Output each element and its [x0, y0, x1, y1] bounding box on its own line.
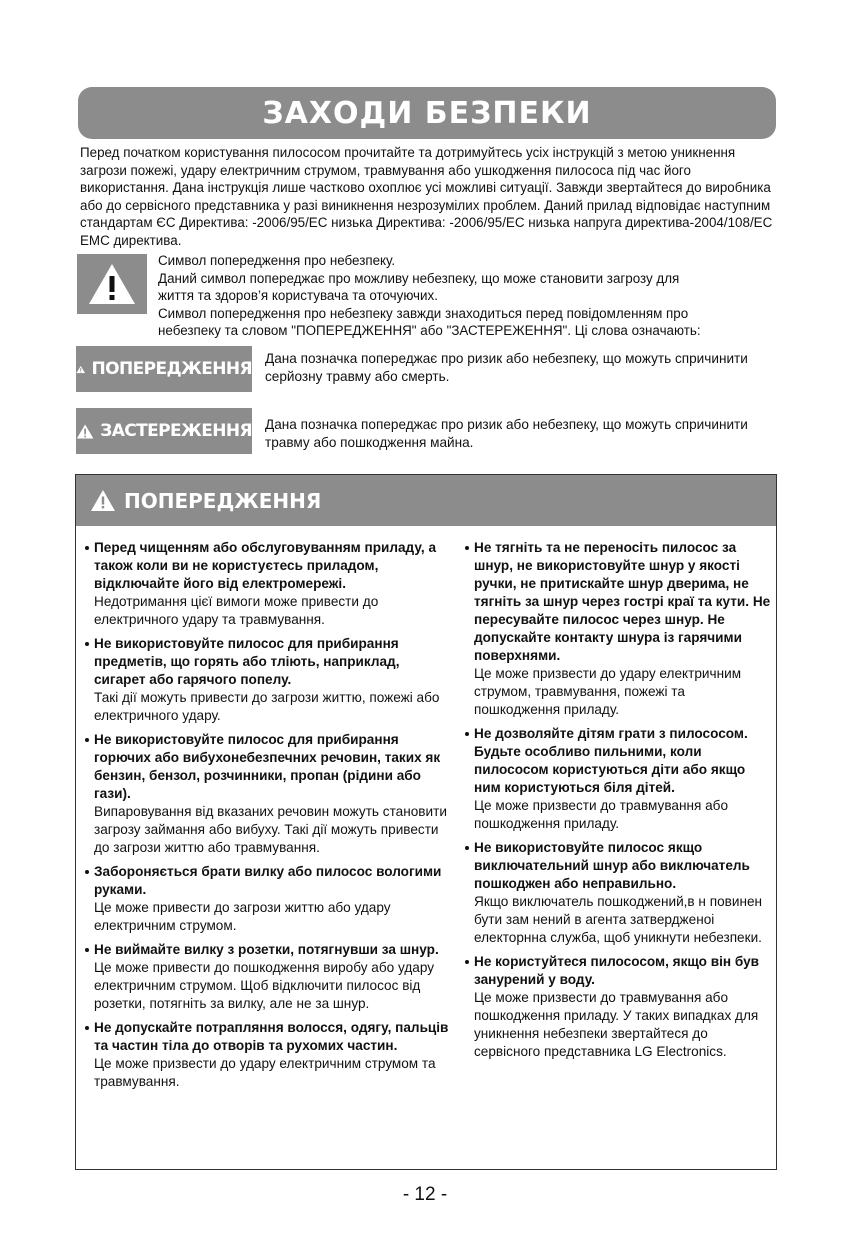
warning-item-text: Це може призвести до травмування або пошкодження приладу.	[474, 798, 729, 831]
caution-label-box	[76, 408, 252, 454]
warning-item	[84, 863, 454, 935]
warning-item-text: Недотримання цієї вимоги може привести до електричного удару та травмування.	[94, 594, 379, 627]
title-banner	[78, 87, 776, 139]
symbol-line: небезпеку та словом "ПОПЕРЕДЖЕННЯ" або "ЗАСТЕРЕЖЕННЯ". Ці слова означають:	[158, 323, 701, 339]
page-number: - 12 -	[402, 1184, 448, 1205]
warning-item-text: Це може призвести до травмування або пошкодження приладу. У таких випадках для уникнення небезпеки звертайтеся до сервісного представника LG Electronics.	[474, 990, 759, 1059]
warning-item-bold: Не допускайте потрапляння волосся, одягу, пальців та частин тіла до отворів та рухомих частин.	[94, 1020, 449, 1053]
warning-item-bold: Не використовуйте пилосос для прибирання горючих або вибухонебезпечних речовин, таких як бензин, бензол, розчинники, пропан (рідини або гази).	[94, 732, 441, 801]
warning-triangle-icon	[87, 262, 137, 306]
warning-item	[464, 839, 772, 947]
warning-item-bold: Не дозволяйте дітям грати з пилососом. Будьте особливо пильними, коли пилососом користуються діти або якщо ним користуються біля дітей.	[474, 726, 748, 795]
warning-triangle-icon	[76, 422, 94, 441]
warning-column-right	[464, 539, 772, 1067]
warning-item-bold: Не користуйтеся пилососом, якщо він був занурений у воду.	[474, 954, 760, 987]
warning-item-bold: Перед чищенням або обслуговуванням приладу, а також коли ви не користуєтесь приладом, відключайте його від електромережі.	[94, 540, 437, 591]
symbol-line: Символ попередження про небезпеку.	[158, 253, 396, 268]
warning-item-text: Це може призвести до удару електричним струмом, травмування, пожежі та пошкодження приладу.	[474, 666, 742, 717]
symbol-description	[158, 252, 783, 340]
intro-paragraph: Перед початком користування пилососом прочитайте та дотримуйтесь усіх інструкцій з метою уникнення загрози пожежі, удару електричним струмом, травмування або ушкодження пилососа під час його використання. Дана інструкція лише частково охоплює усі можливі ситуації. Завжди звертайтеся до виробника або до сервісного представника у разі виникнення незрозумілих проблем. Даний прилад відповідає наступним стандартам ЄС Директива: -2006/95/ЕС низька Директива: -2006/95/ЕС низька напруга директива-2004/108/ЕС ЕМС директива.	[80, 145, 773, 248]
warning-item	[84, 635, 454, 725]
warning-label-box	[76, 346, 252, 392]
warning-item-text: Якщо виключатель пошкоджений,в н повинен бути зам нений в агента затвердженоі електорнна служба, щоб уникнути небезпеки.	[474, 894, 763, 945]
warning-item-text: Випаровування від вказаних речовин можуть становити загрозу займання або вибуху. Такі дії можуть привести до загрози життю або травмування.	[94, 804, 447, 855]
warning-item-bold: Не тягніть та не переносіть пилосос за шнур, не використовуйте шнур у якості ручки, не притискайте шнур дверима, не тягніть за шнур через гострі краї та кути. Не пересувайте пилосос через шнур. Не допускайте контакту шнура із гарячими поверхнями.	[474, 540, 771, 663]
symbol-line: Даний символ попереджає про можливу небезпеку, що може становити загрозу для	[158, 270, 680, 286]
symbol-line: життя та здоров’я користувача та оточуючих.	[158, 288, 438, 304]
warning-section-header	[76, 475, 776, 526]
warning-item	[464, 725, 772, 833]
warning-item-text: Такі дії можуть привести до загрози життю, пожежі або електричного удару.	[94, 690, 440, 723]
caution-label-description: Дана позначка попереджає про ризик або небезпеку, що можуть спричинити травму або пошкодження майна.	[265, 417, 748, 450]
warning-column-left	[84, 539, 454, 1097]
warning-item	[84, 731, 454, 857]
warning-item-bold: Не використовуйте пилосос для прибирання предметів, що горять або тліють, наприклад, сигарет або гарячого попелу.	[94, 636, 400, 687]
warning-item-text: Це може привести до пошкодження виробу або удару електричним струмом. Щоб відключити пилосос від розетки, потягніть за вилку, але не за шнур.	[94, 960, 435, 1011]
warning-triangle-icon	[76, 360, 85, 379]
warning-item	[84, 941, 454, 1013]
symbol-line: Символ попередження про небезпеку завжди знаходиться перед повідомленням про	[158, 305, 689, 321]
page-title: ЗАХОДИ БЕЗПЕКИ	[262, 95, 592, 131]
warning-section	[75, 474, 777, 1170]
warning-item-bold: Не використовуйте пилосос якщо виключательний шнур або виключатель пошкоджен або неправильно.	[474, 840, 750, 891]
warning-item-text: Це може призвести до удару електричним струмом та травмування.	[94, 1056, 436, 1089]
caution-label-text: ЗАСТЕРЕЖЕННЯ	[100, 421, 252, 441]
warning-item	[84, 1019, 454, 1091]
warning-triangle-icon	[90, 489, 116, 512]
warning-label-description: Дана позначка попереджає про ризик або небезпеку, що можуть спричинити серйозну травму або смерть.	[265, 351, 748, 384]
warning-item	[464, 953, 772, 1061]
warning-item	[84, 539, 454, 629]
warning-label-text: ПОПЕРЕДЖЕННЯ	[91, 359, 252, 379]
warning-item-bold: Не виймайте вилку з розетки, потягнувши за шнур.	[94, 942, 439, 957]
warning-item-text: Це може привести до загрози життю або удару електричним струмом.	[94, 900, 391, 933]
warning-item	[464, 539, 772, 719]
warning-section-title: ПОПЕРЕДЖЕННЯ	[124, 488, 322, 513]
warning-item-bold: Забороняється брати вилку або пилосос вологими руками.	[94, 864, 442, 897]
warning-symbol-box	[77, 254, 147, 314]
